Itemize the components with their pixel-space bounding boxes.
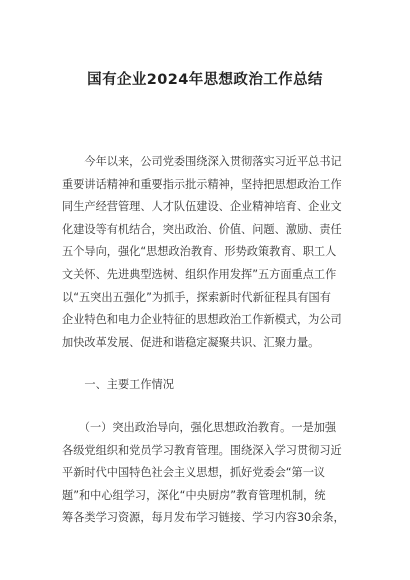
text-line: 重要讲话精神和重要指示批示精神，坚持把思想政治工作: [62, 177, 342, 191]
text-line: 化建设等有机结合，突出政治、价值、问题、激励、责任: [62, 222, 342, 236]
text-line: 筹各类学习资源，每月发布学习链接、学习内容30余条，: [62, 511, 345, 525]
section-1-paragraph: [62, 417, 348, 530]
text-line: （一）突出政治导向，强化思想政治教育。一是加强: [62, 420, 337, 434]
text-line: 各级党组织和党员学习教育管理。围绕深入学习贯彻习近: [62, 443, 342, 457]
text-line: 五个导向，强化“思想政治教育、形势政策教育、职工人: [62, 245, 337, 259]
text-line: 今年以来，公司党委围绕深入贯彻落实习近平总书记: [62, 155, 342, 168]
text-line: 企业特色和电力企业特征的思想政治工作新模式，为公司: [62, 313, 342, 327]
intro-paragraph: [62, 151, 348, 354]
document-title: 国有企业2024年思想政治工作总结: [87, 72, 323, 88]
text-line: 文关怀、先进典型选树、组织作用发挥”五方面重点工作: [62, 267, 337, 281]
section-heading: 一、主要工作情况: [62, 378, 174, 392]
text-line: 以“五突出五强化”为抓手，探索新时代新征程具有国有: [62, 290, 331, 304]
text-line: 同生产经营管理、人才队伍建设、企业精神培育、企业文: [62, 200, 342, 214]
text-line: 题”和中心组学习，深化“中央厨房”教育管理机制，统: [62, 488, 326, 502]
text-line: 加快改革发展、促进和谐稳定凝聚共识、汇聚力量。: [62, 335, 320, 349]
text-line: 平新时代中国特色社会主义思想，抓好党委会“第一议: [62, 466, 326, 480]
